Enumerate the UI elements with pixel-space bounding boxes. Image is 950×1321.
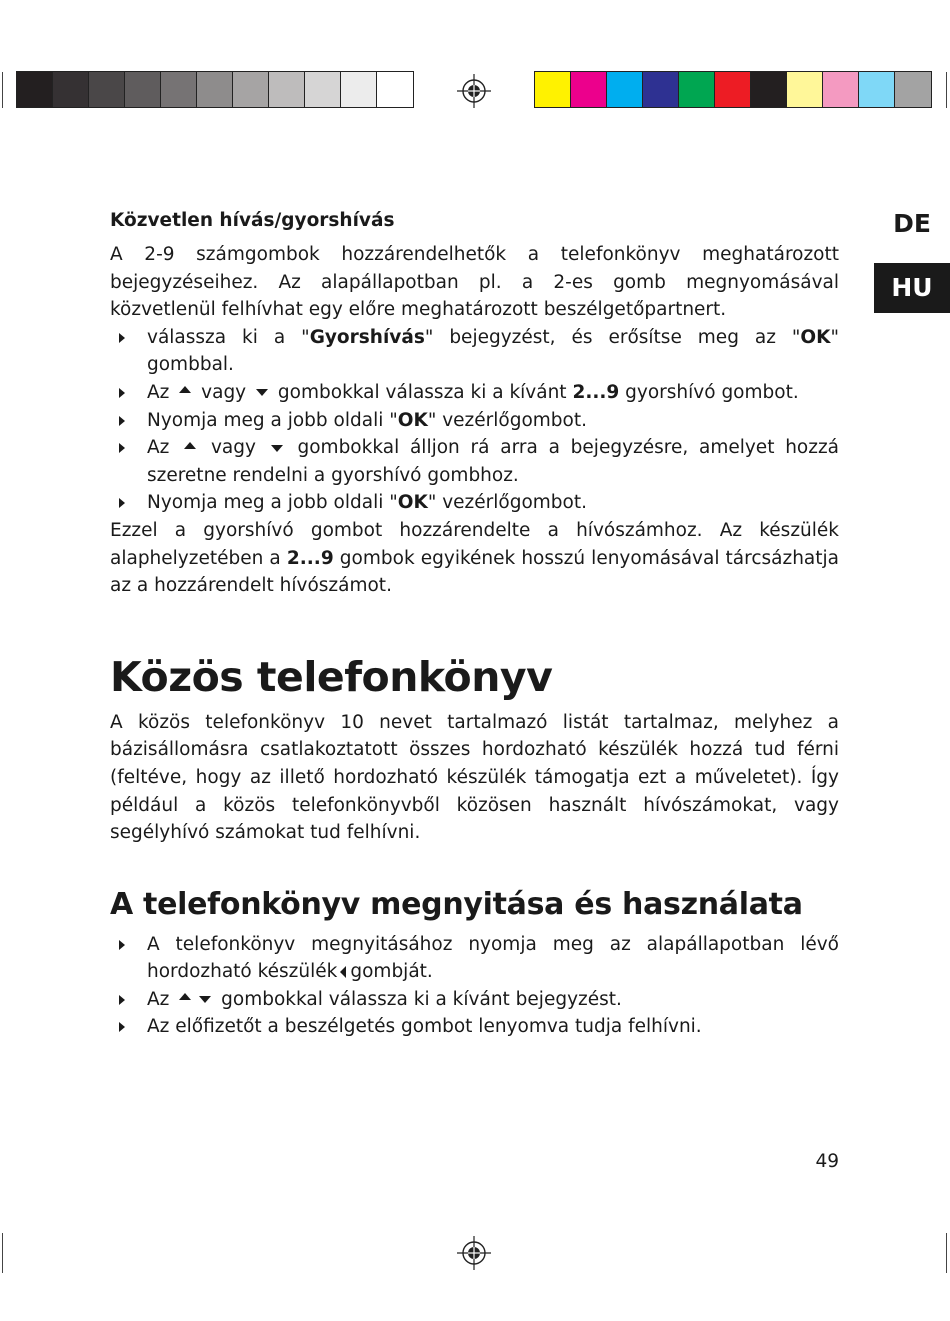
arrow-right-bullet-icon bbox=[119, 995, 125, 1005]
page-number: 49 bbox=[815, 1151, 839, 1172]
grayscale-swatch bbox=[53, 72, 89, 107]
arrow-down-icon bbox=[271, 445, 283, 452]
crop-mark-right-bottom bbox=[946, 1233, 947, 1273]
open-phonebook-steps bbox=[110, 931, 839, 1041]
step-item: Nyomja meg a jobb oldali "OK" vezérlőgombot. bbox=[110, 407, 839, 435]
step-item: Az előfizetőt a beszélgetés gombot lenyomva tudja felhívni. bbox=[110, 1013, 839, 1041]
grayscale-swatch bbox=[233, 72, 269, 107]
step-item: Nyomja meg a jobb oldali "OK" vezérlőgombot. bbox=[110, 489, 839, 517]
arrow-right-bullet-icon bbox=[119, 333, 125, 343]
crop-mark-left-top bbox=[2, 72, 3, 108]
color-swatch bbox=[823, 72, 859, 107]
grayscale-swatch bbox=[305, 72, 341, 107]
step-item: Az vagy gombokkal válassza ki a kívánt 2...9 gyorshívó gombot. bbox=[110, 379, 839, 407]
arrow-right-bullet-icon bbox=[119, 498, 125, 508]
speed-dial-intro: A 2-9 számgombok hozzárendelhetők a telefonkönyv meghatározott bejegyzéseihez. Az alapállapotban pl. a 2-es gomb megnyomásával közvetlenül felhívhat egy előre meghatározott beszélgetőpartnert. bbox=[110, 244, 839, 321]
registration-mark-bottom bbox=[457, 1236, 491, 1270]
arrow-up-icon bbox=[184, 442, 196, 449]
arrow-right-bullet-icon bbox=[119, 416, 125, 426]
shared-phonebook-title: Közös telefonkönyv bbox=[110, 652, 553, 701]
speed-dial-steps bbox=[110, 324, 839, 517]
arrow-right-bullet-icon bbox=[119, 1022, 125, 1032]
crop-mark-right-top bbox=[946, 72, 947, 108]
grayscale-swatch bbox=[125, 72, 161, 107]
color-swatch bbox=[679, 72, 715, 107]
color-swatch bbox=[751, 72, 787, 107]
arrow-up-icon bbox=[179, 993, 191, 1000]
step-item: Az vagy gombokkal álljon rá arra a bejegyzésre, amelyet hozzá szeretne rendelni a gyorshívó gombhoz. bbox=[110, 434, 839, 489]
step-item: válassza ki a "Gyorshívás" bejegyzést, és erősítse meg az "OK" gombbal. bbox=[110, 324, 839, 379]
arrow-up-icon bbox=[179, 386, 191, 393]
grayscale-swatch bbox=[269, 72, 305, 107]
color-swatch bbox=[607, 72, 643, 107]
color-swatch bbox=[895, 72, 931, 107]
color-swatch bbox=[715, 72, 751, 107]
arrow-left-icon bbox=[340, 966, 346, 978]
open-phonebook-title: A telefonkönyv megnyitása és használata bbox=[110, 886, 803, 922]
color-swatch bbox=[859, 72, 895, 107]
grayscale-swatch bbox=[89, 72, 125, 107]
arrow-right-bullet-icon bbox=[119, 388, 125, 398]
grayscale-swatch bbox=[341, 72, 377, 107]
color-swatch bbox=[787, 72, 823, 107]
arrow-right-bullet-icon bbox=[119, 443, 125, 453]
registration-mark-top bbox=[457, 74, 491, 108]
language-tab-hu: HU bbox=[874, 263, 950, 313]
crop-mark-left-bottom bbox=[2, 1233, 3, 1273]
color-swatch bbox=[535, 72, 571, 107]
speed-dial-heading: Közvetlen hívás/gyorshívás bbox=[110, 210, 395, 231]
arrow-down-icon bbox=[256, 389, 268, 396]
color-calibration-bar bbox=[534, 71, 932, 108]
arrow-down-icon bbox=[199, 996, 211, 1003]
color-swatch bbox=[643, 72, 679, 107]
speed-dial-outro: Ezzel a gyorshívó gombot hozzárendelte a hívószámhoz. Az készülék alaphelyzetében a 2...9 gombok egyikének hosszú lenyomásával tárcsázhatja az a hozzárendelt hívószámot. bbox=[110, 519, 839, 597]
shared-phonebook-body: A közös telefonkönyv 10 nevet tartalmazó listát tartalmaz, melyhez a bázisállomásra csatlakoztatott összes hordozható készülék hozzá tud férni (feltéve, hogy az illető hordozható készülék támogatja ezt a műveletet). Így például a közös telefonkönyvből közösen használt hívószámokat, vagy segélyhívó számokat tud felhívni. bbox=[110, 711, 839, 844]
arrow-right-bullet-icon bbox=[119, 940, 125, 950]
color-swatch bbox=[571, 72, 607, 107]
grayscale-swatch bbox=[17, 72, 53, 107]
grayscale-swatch bbox=[197, 72, 233, 107]
grayscale-swatch bbox=[377, 72, 413, 107]
page-content bbox=[110, 207, 839, 1041]
grayscale-calibration-bar bbox=[16, 71, 414, 108]
step-item: A telefonkönyv megnyitásához nyomja meg az alapállapotban lévő hordozható készülék gombját. bbox=[110, 931, 839, 986]
grayscale-swatch bbox=[161, 72, 197, 107]
step-item: Az gombokkal válassza ki a kívánt bejegyzést. bbox=[110, 986, 839, 1014]
language-tab-de: DE bbox=[893, 209, 931, 238]
